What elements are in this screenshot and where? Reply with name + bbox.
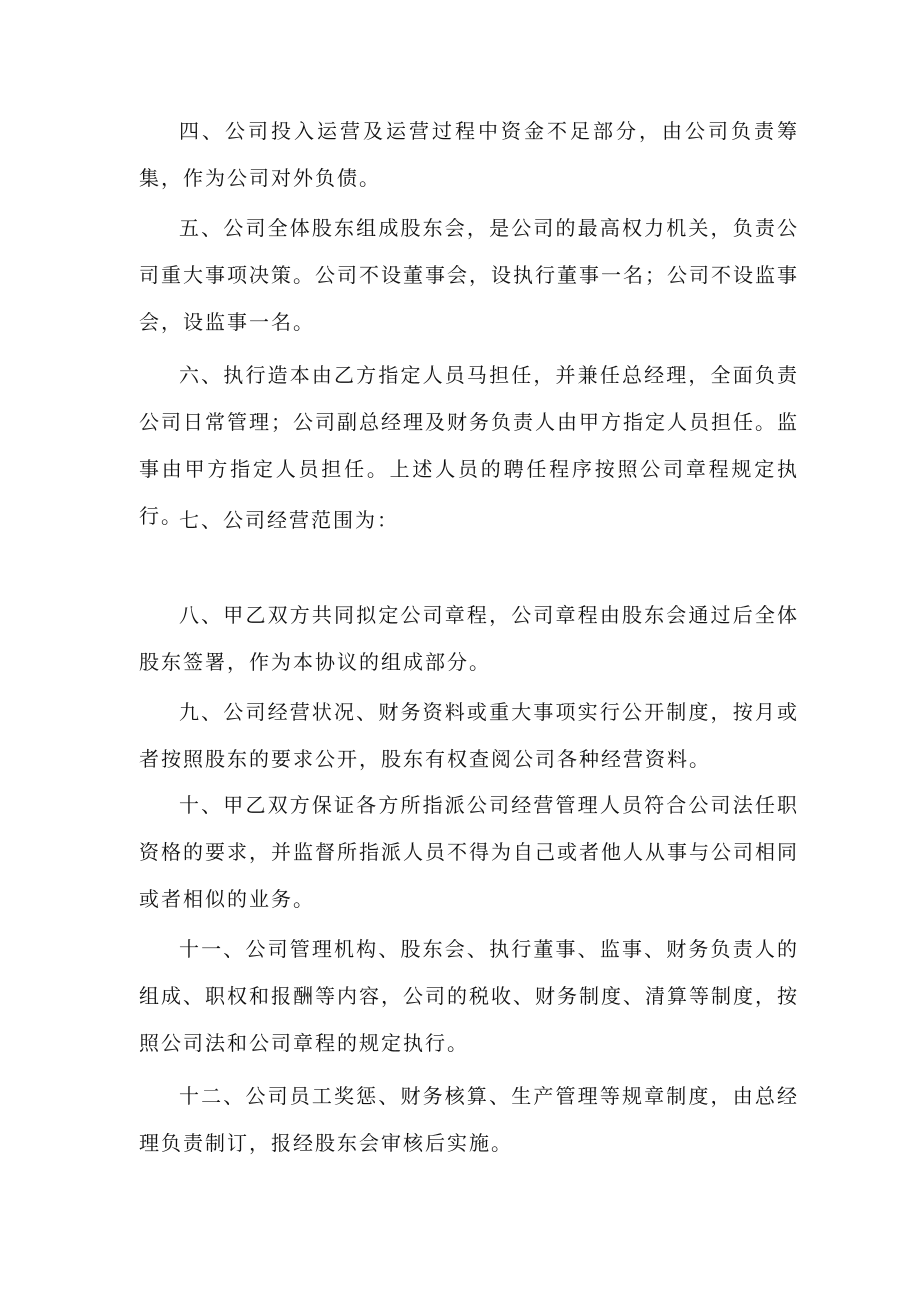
paragraph-11: 十一、公司管理机构、股东会、执行董事、监事、财务负责人的组成、职权和报酬等内容，公司的税收、财务制度、清算等制度，按照公司法和公司章程的规定执行。 — [139, 937, 799, 1055]
paragraph-5: 五、公司全体股东组成股东会，是公司的最高权力机关，负责公司重大事项决策。公司不设董事会，设执行董事一名；公司不设监事会，设监事一名。 — [139, 216, 799, 334]
paragraph-8: 八、甲乙双方共同拟定公司章程，公司章程由股东会通过后全体股东签署，作为本协议的组成部分。 — [139, 603, 799, 674]
paragraph-10: 十、甲乙双方保证各方所指派公司经营管理人员符合公司法任职资格的要求，并监督所指派人员不得为自己或者他人从事与公司相同或者相似的业务。 — [139, 793, 799, 911]
paragraph-12: 十二、公司员工奖惩、财务核算、生产管理等规章制度，由总经理负责制订，报经股东会审核后实施。 — [139, 1084, 799, 1155]
paragraph-4: 四、公司投入运营及运营过程中资金不足部分，由公司负责筹集，作为公司对外负债。 — [139, 119, 799, 190]
paragraph-6: 六、执行造本由乙方指定人员马担任，并兼任总经理，全面负责公司日常管理；公司副总经理及财务负责人由甲方指定人员担任。监事由甲方指定人员担任。上述人员的聘任程序按照公司章程规定执行。 — [139, 363, 799, 528]
paragraph-9: 九、公司经营状况、财务资料或重大事项实行公开制度，按月或者按照股东的要求公开，股东有权查阅公司各种经营资料。 — [139, 700, 799, 771]
paragraph-7: 七、公司经营范围为： — [179, 508, 399, 532]
